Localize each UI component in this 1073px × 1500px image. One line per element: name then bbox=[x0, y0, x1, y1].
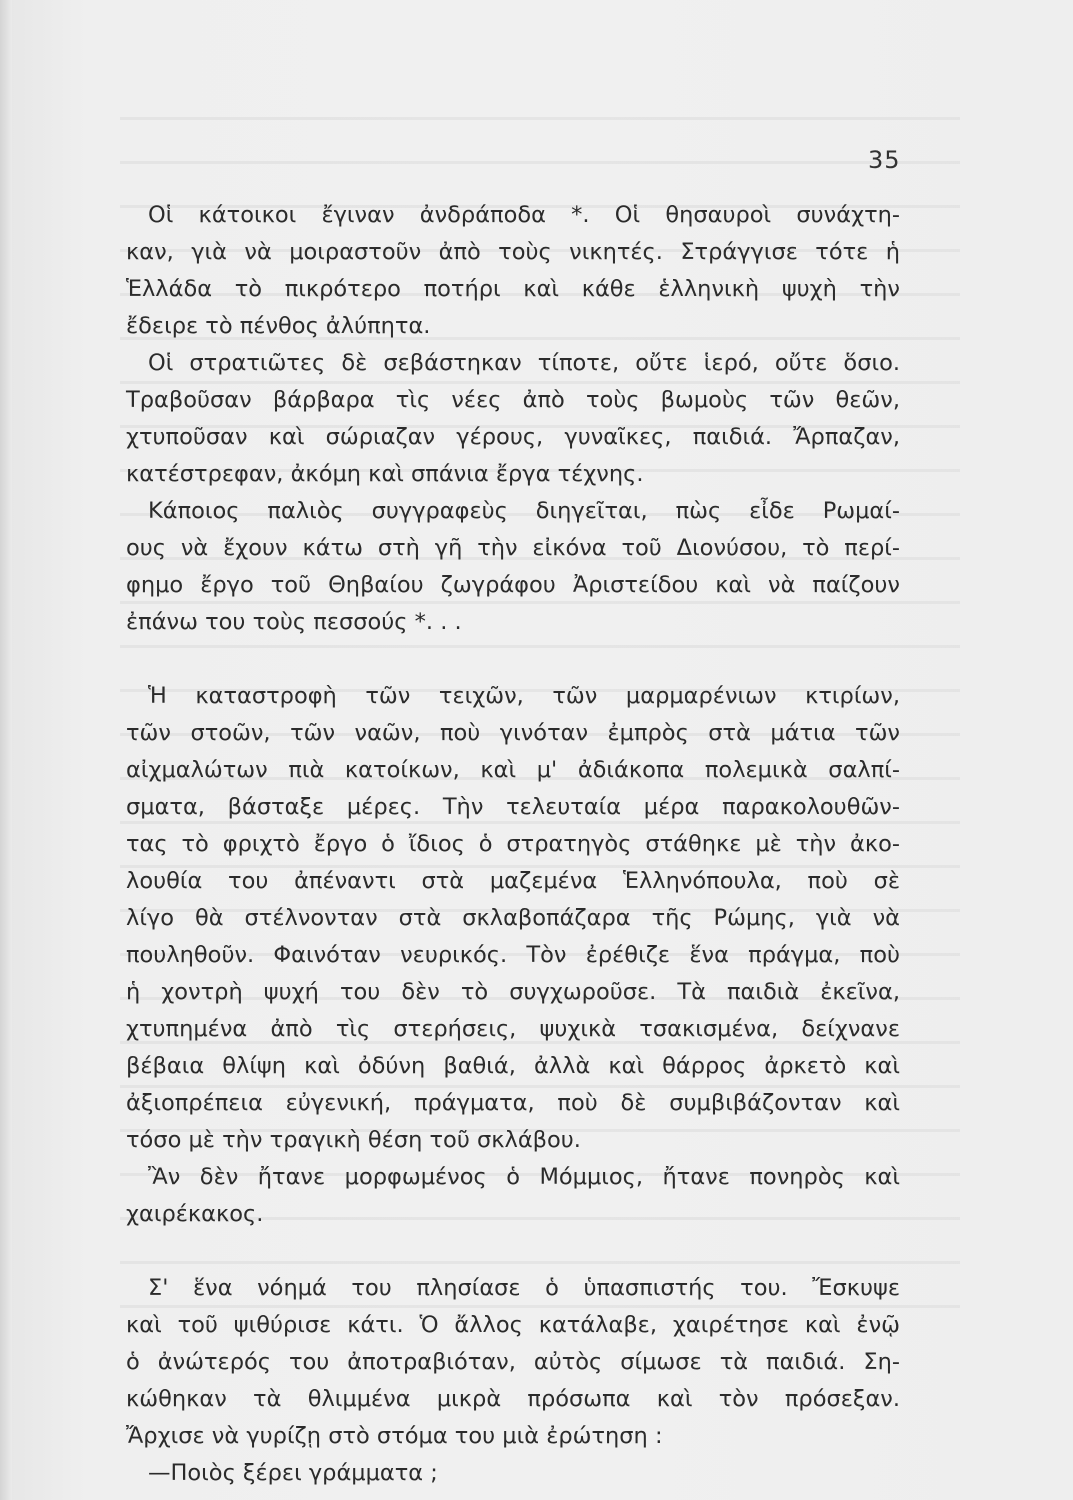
text-line: —Ποιὸς ξέρει γράμματα ; bbox=[148, 1460, 438, 1486]
text-line: λίγο θὰ στέλνονταν στὰ σκλαβοπάζαρα τῆς Ρώμης, γιὰ νὰ bbox=[126, 905, 900, 931]
text-line: ἡ χοντρὴ ψυχή του δὲν τὸ συγχωροῦσε. Τὰ παιδιὰ ἐκεῖνα, bbox=[126, 979, 900, 1005]
text-line: χαιρέκακος. bbox=[126, 1201, 264, 1227]
text-line: Οἱ στρατιῶτες δὲ σεβάστηκαν τίποτε, οὔτε ἱερό, οὔτε ὅσιο. bbox=[148, 350, 900, 376]
text-line: χτυπημένα ἀπὸ τὶς στερήσεις, ψυχικὰ τσακισμένα, δείχνανε bbox=[126, 1016, 900, 1042]
text-line: Οἱ κάτοικοι ἔγιναν ἀνδράποδα *. Οἱ θησαυροὶ συνάχτη- bbox=[148, 202, 900, 228]
text-line: ἀξιοπρέπεια εὐγενική, πράγματα, ποὺ δὲ συμβιβάζονταν καὶ bbox=[126, 1090, 900, 1116]
page-left-edge bbox=[0, 0, 12, 1500]
text-line: κατέστρεφαν, ἀκόμη καὶ σπάνια ἔργα τέχνης. bbox=[126, 461, 644, 487]
text-line: βέβαια θλίψη καὶ ὀδύνη βαθιά, ἀλλὰ καὶ θάρρος ἀρκετὸ καὶ bbox=[126, 1053, 900, 1079]
text-line: τόσο μὲ τὴν τραγικὴ θέση τοῦ σκλάβου. bbox=[126, 1127, 581, 1153]
text-line: λουθία του ἀπέναντι στὰ μαζεμένα Ἑλληνόπουλα, ποὺ σὲ bbox=[126, 868, 900, 894]
text-line: Κάποιος παλιὸς συγγραφεὺς διηγεῖται, πὼς εἶδε Ρωμαί- bbox=[148, 498, 900, 524]
text-line: Σ' ἕνα νόημά του πλησίασε ὁ ὑπασπιστής του. Ἔσκυψε bbox=[148, 1275, 900, 1301]
text-line: πουληθοῦν. Φαινόταν νευρικός. Τὸν ἐρέθιζε ἕνα πράγμα, ποὺ bbox=[126, 942, 900, 968]
text-line: Ἑλλάδα τὸ πικρότερο ποτήρι καὶ κάθε ἑλληνικὴ ψυχὴ τὴν bbox=[126, 276, 900, 302]
text-line: ἔδειρε τὸ πένθος ἀλύπητα. bbox=[126, 313, 431, 339]
text-line: ους νὰ ἔχουν κάτω στὴ γῆ τὴν εἰκόνα τοῦ Διονύσου, τὸ περί- bbox=[126, 535, 900, 561]
text-line: ὁ ἀνώτερός του ἀποτραβιόταν, αὐτὸς σίμωσε τὰ παιδιά. Ση- bbox=[126, 1349, 900, 1375]
text-line: Ἄρχισε νὰ γυρίζῃ στὸ στόμα του μιὰ ἐρώτηση : bbox=[126, 1423, 663, 1449]
text-line: χτυποῦσαν καὶ σώριαζαν γέρους, γυναῖκες, παιδιά. Ἄρπαζαν, bbox=[126, 424, 900, 450]
text-line: κώθηκαν τὰ θλιμμένα μικρὰ πρόσωπα καὶ τὸν πρόσεξαν. bbox=[126, 1386, 900, 1412]
text-line: τας τὸ φριχτὸ ἔργο ὁ ἴδιος ὁ στρατηγὸς στάθηκε μὲ τὴν ἀκο- bbox=[126, 831, 900, 857]
text-line: ἐπάνω του τοὺς πεσσούς *. . . bbox=[126, 609, 462, 635]
text-line: αἰχμαλώτων πιὰ κατοίκων, καὶ μ' ἀδιάκοπα πολεμικὰ σαλπί- bbox=[126, 757, 900, 783]
text-line: σματα, βάσταξε μέρες. Τὴν τελευταία μέρα παρακολουθῶν- bbox=[126, 794, 900, 820]
text-line: Ἂν δὲν ἤτανε μορφωμένος ὁ Μόμμιος, ἤτανε πονηρὸς καὶ bbox=[148, 1164, 900, 1190]
text-line: φημο ἔργο τοῦ Θηβαίου ζωγράφου Ἀριστείδου καὶ νὰ παίζουν bbox=[126, 572, 900, 598]
text-line: Ἡ καταστροφὴ τῶν τειχῶν, τῶν μαρμαρένιων κτιρίων, bbox=[148, 683, 900, 709]
text-line: καὶ τοῦ ψιθύρισε κάτι. Ὁ ἄλλος κατάλαβε, χαιρέτησε καὶ ἐνῷ bbox=[126, 1312, 900, 1338]
text-line: Τραβοῦσαν βάρβαρα τὶς νέες ἀπὸ τοὺς βωμοὺς τῶν θεῶν, bbox=[126, 387, 900, 413]
page-number: 35 bbox=[868, 146, 901, 174]
text-line: τῶν στοῶν, τῶν ναῶν, ποὺ γινόταν ἐμπρὸς στὰ μάτια τῶν bbox=[126, 720, 900, 746]
text-line: καν, γιὰ νὰ μοιραστοῦν ἀπὸ τοὺς νικητές. Στράγγισε τότε ἡ bbox=[126, 239, 900, 265]
